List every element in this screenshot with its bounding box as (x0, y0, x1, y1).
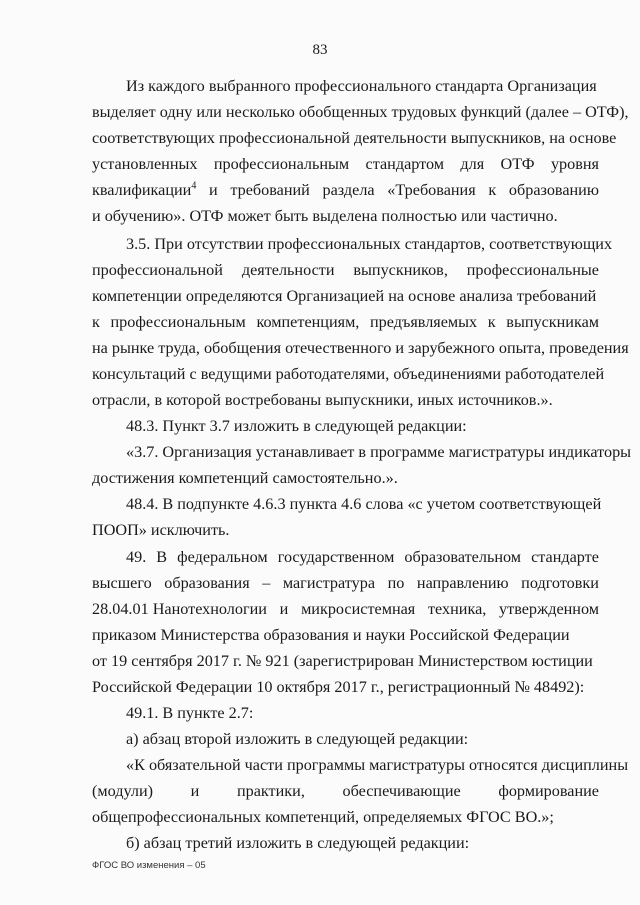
p1-line-1: Из каждого выбранного профессионального стандарта Организация (126, 77, 597, 95)
word: образованию (508, 181, 599, 199)
word: микросистемная (301, 600, 416, 618)
word: высшего (92, 574, 152, 592)
p5-line-1: 48.4. В подпункте 4.6.3 пункта 4.6 слова «с учетом соответствующей (126, 495, 602, 513)
word: образования (164, 574, 250, 592)
word: профессиональные (466, 261, 599, 279)
p1-line-2: выделяет одну или несколько обобщенных трудовых функций (далее – ОТФ), (92, 103, 629, 121)
p6-line-6: Российской Федерации 10 октября 2017 г., регистрационный № 48492): (92, 678, 585, 696)
word: и (190, 782, 200, 800)
p3-line-1: 48.3. Пункт 3.7 изложить в следующей редакции: (126, 417, 467, 435)
word: государственном (277, 548, 395, 566)
p6-line-2 (92, 573, 599, 593)
word: к (488, 181, 497, 199)
word: стандартом (365, 155, 445, 173)
p9-line-3: общепрофессиональных компетенций, определяемых ФГОС ВО.»; (92, 808, 554, 826)
word-with-footnote (92, 180, 196, 200)
p1-line-3: соответствующих профессиональной деятельности выпускников, на основе (92, 129, 617, 147)
p2-line-5: на рынке труда, обобщения отечественного и зарубежного опыта, проведения (92, 339, 629, 357)
word: «Требования (387, 181, 476, 199)
word: направлению (416, 574, 509, 592)
word: 28.04.01 Нанотехнологии (92, 600, 267, 618)
p2-line-7: отрасли, в которой востребованы выпускники, иных источников.». (92, 391, 553, 409)
p1-line-5 (92, 180, 599, 200)
word: (модули) (92, 782, 154, 800)
word: деятельности (241, 261, 335, 279)
p6-line-4: приказом Министерства образования и науки Российской Федерации (92, 626, 570, 644)
word: ОТФ (500, 155, 535, 173)
p7-line-1: 49.1. В пункте 2.7: (126, 704, 254, 722)
word: утвержденном (499, 600, 599, 618)
word: обеспечивающие (342, 782, 461, 800)
word: компетенциям, (256, 313, 360, 331)
page-number: 83 (312, 42, 328, 58)
p10-line-1: б) абзац третий изложить в следующей редакции: (126, 834, 470, 852)
word: профессиональным (213, 155, 350, 173)
p6-line-1 (126, 547, 599, 567)
p5-line-2: ПООП» исключить. (92, 521, 230, 539)
p2-line-4 (92, 312, 599, 332)
word: формирование (498, 782, 599, 800)
word: магистратура (282, 574, 376, 592)
p8-line-1: а) абзац второй изложить в следующей редакции: (126, 730, 469, 748)
word: практики, (236, 782, 305, 800)
word: квалификации (92, 181, 192, 199)
footer-note: ФГОС ВО изменения – 05 (92, 860, 206, 871)
word: профессиональной (92, 261, 223, 279)
word: и (279, 600, 289, 618)
p1-line-4 (92, 154, 599, 174)
word: и (209, 181, 218, 199)
p1-line-6: и обучению». ОТФ может быть выделена полностью или частично. (92, 207, 558, 225)
word: для (460, 155, 485, 173)
p4-line-1: «3.7. Организация устанавливает в программе магистратуры индикаторы (126, 443, 632, 461)
p4-line-2: достижения компетенций самостоятельно.». (92, 469, 398, 487)
word: – (262, 574, 271, 592)
word: образовательном (404, 548, 522, 566)
word: техника, (427, 600, 487, 618)
word: раздела (322, 181, 375, 199)
word: выпускников, (353, 261, 448, 279)
word: к (487, 313, 496, 331)
word: требований (230, 181, 310, 199)
word: к (92, 313, 100, 331)
word: предъявляемых (370, 313, 478, 331)
word: выпускникам (506, 313, 599, 331)
p2-line-3: компетенции определяются Организацией на основе анализа требований (92, 287, 597, 305)
word: 49. (126, 548, 147, 566)
word: установленных (92, 155, 198, 173)
word: уровня (550, 155, 599, 173)
p2-line-1: 3.5. При отсутствии профессиональных стандартов, соответствующих (126, 235, 613, 253)
p9-line-2 (92, 781, 599, 801)
word: В (156, 548, 168, 566)
word: подготовки (521, 574, 599, 592)
word: стандарте (531, 548, 599, 566)
p9-line-1: «К обязательной части программы магистратуры относятся дисциплины (126, 756, 629, 774)
footnote-marker: 4 (191, 180, 197, 192)
word: профессиональным (110, 313, 246, 331)
word: по (387, 574, 405, 592)
p6-line-5: от 19 сентября 2017 г. № 921 (зарегистрирован Министерством юстиции (92, 652, 593, 670)
p2-line-2 (92, 260, 599, 280)
p2-line-6: консультаций с ведущими работодателями, объединениями работодателей (92, 365, 605, 383)
word: федеральном (177, 548, 268, 566)
p6-line-3 (92, 599, 599, 619)
